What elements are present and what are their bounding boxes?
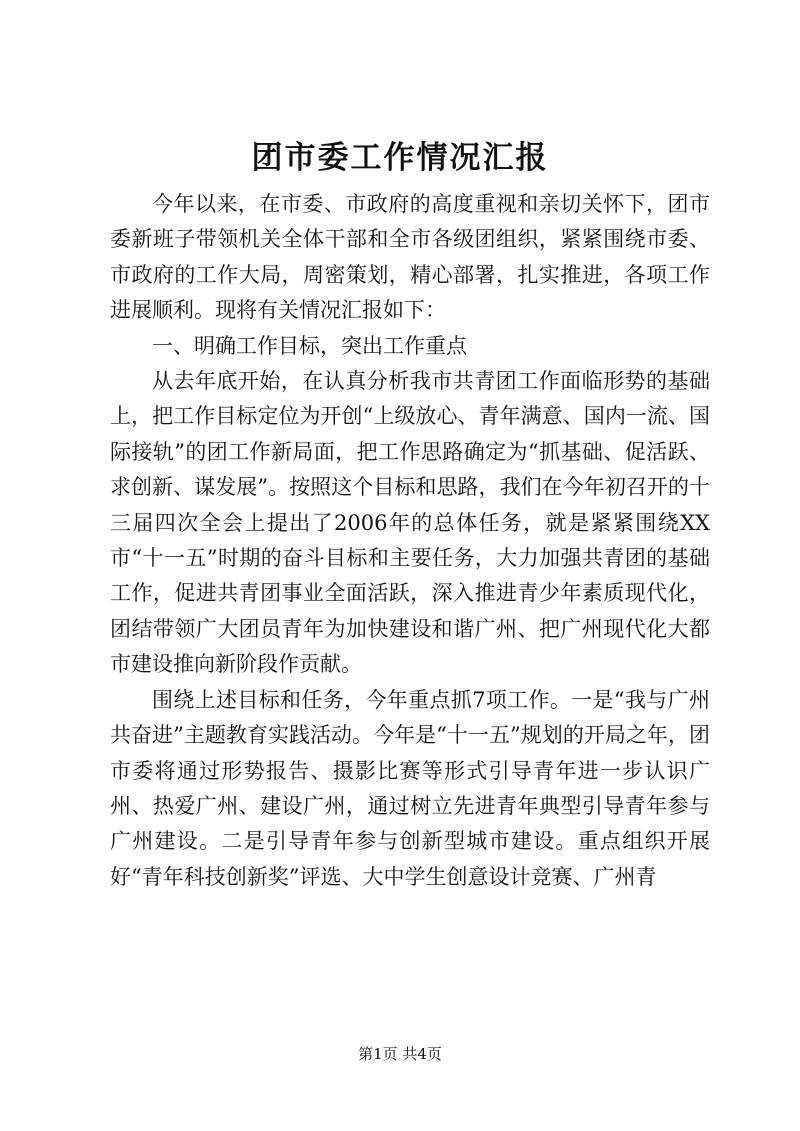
paragraph-goals: 从去年底开始，在认真分析我市共青团工作面临形势的基础上，把工作目标定位为开创“上级放心、青年满意、国内一流、国际接轨”的团工作新局面，把工作思路确定为“抓基础、促活跃、求创新、谋发展”。按照这个目标和思路，我们在今年初召开的十三届四次全会上提出了2006年的总体任务，就是紧紧围绕XX市“十一五”时期的奋斗目标和主要任务，大力加强共青团的基础工作，促进共青团事业全面活跃，深入推进青少年素质现代化，团结带领广大团员青年为加快建设和谐广州、把广州现代化大都市建设推向新阶段作贡献。: [110, 369, 710, 677]
document-title: 团市委工作情况汇报: [251, 140, 549, 176]
document-body: [110, 187, 710, 895]
section-heading-1: 一、明确工作目标，突出工作重点: [152, 333, 467, 358]
paragraph-tasks: 围绕上述目标和任务，今年重点抓7项工作。一是“我与广州共奋进”主题教育实践活动。今年是“十一五”规划的开局之年，团市委将通过形势报告、摄影比赛等形式引导青年进一步认识广州、热爱广州、建设广州，通过树立先进青年典型引导青年参与广州建设。二是引导青年参与创新型城市建设。重点组织开展好“青年科技创新奖”评选、大中学生创意设计竞赛、广州青: [110, 687, 710, 889]
paragraph-intro: 今年以来，在市委、市政府的高度重视和亲切关怀下，团市委新班子带领机关全体干部和全市各级团组织，紧紧围绕市委、市政府的工作大局，周密策划，精心部署，扎实推进，各项工作进展顺利。现将有关情况汇报如下：: [110, 192, 710, 323]
page-footer: [0, 1044, 800, 1064]
page-number: 第1页 共4页: [358, 1045, 442, 1063]
